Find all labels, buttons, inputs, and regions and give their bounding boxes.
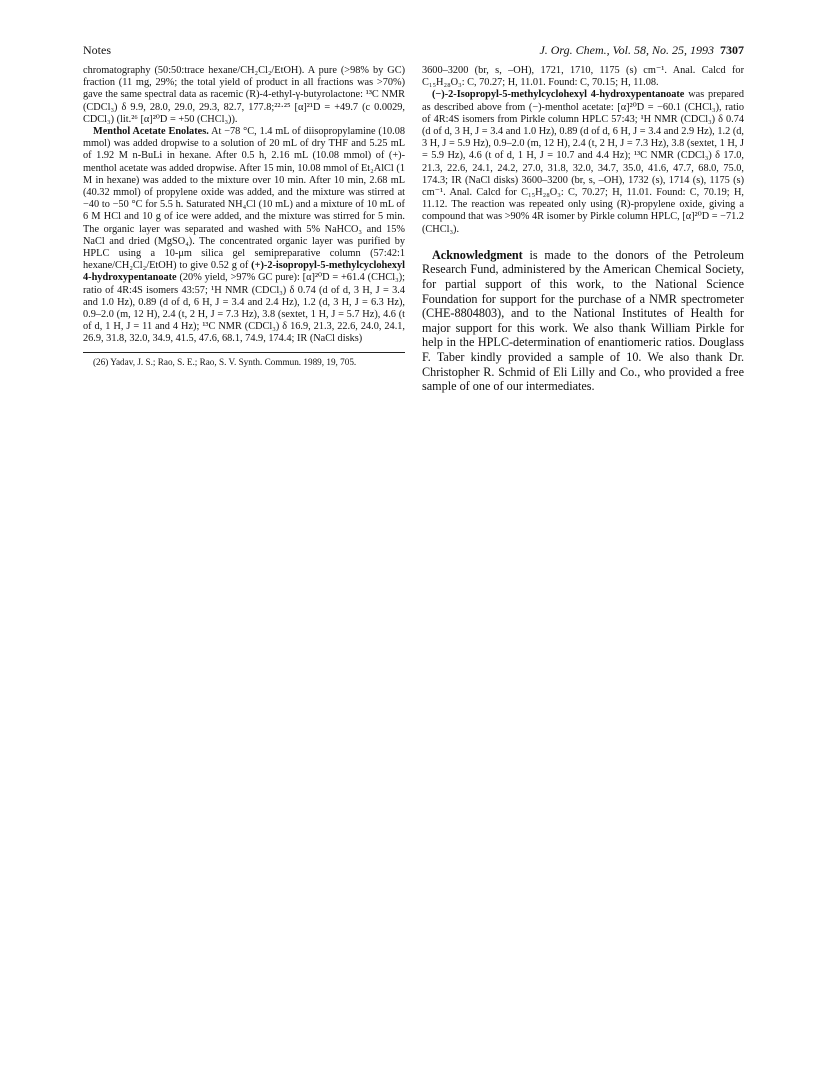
paragraph-ir-analysis: 3600–3200 (br, s, –OH), 1721, 1710, 1175 (s) cm⁻¹. Anal. Calcd for C₁₅H₂₈O₃: C, 70.27; H, 11.01. Found: C, 70.15; H, 11.08. bbox=[422, 65, 744, 89]
footnote-26: (26) Yadav, J. S.; Rao, S. E.; Rao, S. V. Synth. Commun. 1989, 19, 705. bbox=[93, 356, 357, 367]
paragraph-menthol-acetate-enolates bbox=[83, 126, 405, 346]
acknowledgment-heading: Acknowledgment bbox=[432, 247, 523, 262]
procedure-text: At −78 °C, 1.4 mL of diisopropylamine (10.08 mmol) was added dropwise to a solution of 20 mL of dry THF and 5.25 mL of 1.92 M n-BuLi in hexane. After 0.5 h, 2.16 mL (10.08 mmol) of (+)-menthol acetate was added dropwise. After 15 min, 10.08 mmol of Et₂AlCl (1 M in hexane) was added to the mixture over 10 min. After 10 min, 2.68 mL (40.32 mmol) of propylene oxide was added, and the mixture was stirred at −40 to −50 °C for 5.5 h. Saturated NH₄Cl (10 mL) and a mixture of 10 mL of 6 M HCl and 10 g of ice were added, and the mixture was stirred for 5 min. The organic layer was separated and washed with 5% NaHCO₃ and 15% NaCl and dried (MgSO₄). The concentrated organic layer was purified by HPLC using a 10-μm silica gel semipreparative column (57:42:1 hexane/CH₂Cl₂/EtOH) to give 0.52 g of bbox=[83, 126, 405, 272]
acknowledgment-paragraph bbox=[422, 248, 744, 394]
compound-name-plus: (+)-2-isopropyl-5-methylcyclohexyl 4-hydroxypentanoate bbox=[83, 260, 405, 284]
acknowledgment-text: is made to the donors of the Petroleum Research Fund, administered by the American Chemical Society, for partial support of this work, to the National Science Foundation for support for the purchase of a NMR spectrometer (CHE-8804803), and to the National Institutes of Health for major support for this work. We also thank William Pirkle for help in the HPLC-determination of enantiomeric ratios. Douglass F. Taber kindly provided a sample of 10. We also thank Dr. Christopher R. Schmid of Eli Lilly and Co., who provided a free sample of one of our intermediates. bbox=[422, 247, 744, 394]
characterization-text: (20% yield, >97% GC pure): [α]²⁰D = +61.4 (CHCl₃); ratio of 4R:4S isomers 43:57; ¹H NMR (CDCl₃) δ 0.74 (d of d, 3 H, J = 3.4 and 1.0 Hz), 0.89 (d of d, 6 H, J = 3.4 and 2.4 Hz), 1.2 (d, 3 H, J = 6.3 Hz), 0.9–2.0 (m, 12 H), 2.4 (t, 2 H, J = 7.3 Hz), 3.8 (sextet, 1 H, J = 5.7 Hz), 4.6 (t of d, 1 H, J = 11 and 4 Hz); ¹³C NMR (CDCl₃) δ 16.9, 21.3, 22.6, 24.0, 24.1, 26.9, 31.8, 32.0, 34.9, 41.5, 47.6, 68.1, 74.9, 174.4; IR (NaCl disks) bbox=[83, 272, 405, 345]
journal-citation: J. Org. Chem., Vol. 58, No. 25, 1993 bbox=[539, 43, 714, 57]
section-label: Notes bbox=[83, 43, 111, 57]
running-header bbox=[502, 43, 744, 58]
right-column bbox=[422, 65, 744, 394]
footnote-divider bbox=[83, 352, 405, 353]
section-heading-menthol-acetate-enolates: Menthol Acetate Enolates. bbox=[93, 126, 209, 138]
paragraph-minus-compound bbox=[422, 89, 744, 235]
left-column bbox=[83, 65, 405, 368]
minus-compound-text: was prepared as described above from (−)-menthol acetate: [α]²⁰D = −60.1 (CHCl₃), ratio of 4R:4S isomers from Pirkle column HPLC 57:43; ¹H NMR (CDCl₃) δ 0.74 (d of d, 3 H, J = 3.4 and 1.0 Hz), 0.89 (d of d, 6 H, J = 3.4 and 2.9 Hz), 1.2 (d, 3 H, J = 5.9 Hz), 0.9–2.0 (m, 12 H), 2.4 (t, 2 H, J = 7.3 Hz), 3.8 (sextet, 1 H, J = 5.9 Hz), 4.6 (t of d, 1 H, J = 10.7 and 4.4 Hz); ¹³C NMR (CDCl₃) δ 17.0, 21.3, 22.6, 24.1, 24.2, 27.0, 31.8, 32.0, 34.7, 35.0, 41.6, 47.7, 68.0, 75.0, 174.3; IR (NaCl disks) 3600–3200 (br, s, –OH), 1732 (s), 1714 (s), 1175 (s) cm⁻¹. Anal. Calcd for C₁₅H₂₈O₃: C, 70.27; H, 11.01. Found: C, 70.19; H, 11.12. The reaction was repeated only using (R)-propylene oxide, giving a compound that was >90% 4R isomer by Pirkle column HPLC, [α]²⁰D = −71.2 (CHCl₃). bbox=[422, 89, 745, 235]
page-number: 7307 bbox=[720, 43, 744, 57]
paragraph-lactone-data: chromatography (50:50:trace hexane/CH₂Cl₂/EtOH). A pure (>98% by GC) fraction (11 mg, 29%; the total yield of product in all fractions was >70%) gave the same spectral data as racemic (R)-4-ethyl-γ-butyrolactone: ¹³C NMR (CDCl₃) δ 9.9, 28.0, 29.0, 29.3, 82.7, 177.8;²²·²⁵ [α]²¹D = +49.7 (c 0.0029, CDCl₃) (lit.²⁶ [α]²⁰D = +50 (CHCl₃)). bbox=[83, 65, 405, 125]
compound-name-minus: (−)-2-Isopropyl-5-methylcyclohexyl 4-hydroxypentanoate bbox=[432, 89, 685, 101]
